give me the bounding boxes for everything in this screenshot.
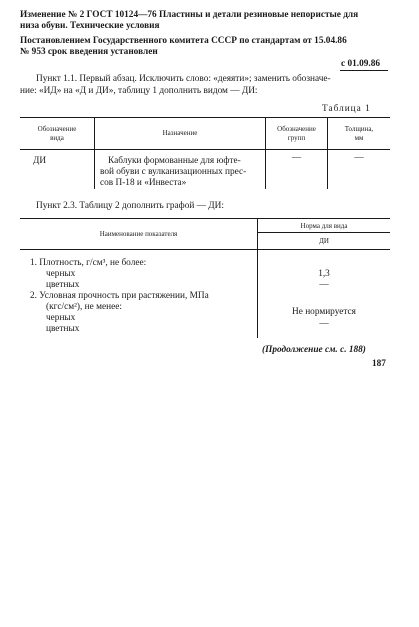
table-1-col-divider-1 xyxy=(94,117,95,189)
date-underline xyxy=(340,70,388,71)
t1-purpose-line-1: Каблуки формованные для юфте- xyxy=(108,156,241,166)
t1-header-thickness: Толщина, xyxy=(344,125,374,133)
table-1-top-rule xyxy=(20,117,390,118)
t2-row-1-title: 1. Плотность, г/см³, не более: xyxy=(30,258,147,268)
clause-1-1-line-2: ние: «ИД» на «Д и ДИ», таблицу 1 дополнить видом — ДИ: xyxy=(20,86,258,96)
continuation-note: (Продолжение см. с. 188) xyxy=(262,345,366,355)
decree-line-2: № 953 срок введения установлен xyxy=(20,47,158,57)
t1-header-groups-2: групп xyxy=(287,134,306,142)
table-2-top-rule xyxy=(20,218,390,219)
t2-row-2-color: цветных xyxy=(46,324,80,334)
t2-row-2-dash: — xyxy=(319,319,329,329)
t2-row-2-title: 2. Условная прочность при растяжении, МПа xyxy=(30,291,209,301)
t1-purpose-line-3: сов П-18 и «Инвеста» xyxy=(100,178,187,188)
amendment-title: Изменение № 2 ГОСТ 10124—76 Пластины и детали резиновые непористые для xyxy=(20,10,359,20)
effective-date: с 01.09.86 xyxy=(341,59,380,69)
t2-row-2-value: Не нормируется xyxy=(292,307,356,317)
t1-header-purpose: Назначение xyxy=(162,129,198,137)
t2-header-kind: ДИ xyxy=(319,237,329,245)
table-2-header-rule xyxy=(20,249,390,250)
clause-2-3: Пункт 2.3. Таблицу 2 дополнить графой — ДИ: xyxy=(36,201,224,211)
t2-row-1-black: черных xyxy=(46,269,76,279)
table-2-subheader-rule xyxy=(258,232,390,233)
t2-row-2-black: черных xyxy=(46,313,76,323)
page-number: 187 xyxy=(372,359,386,369)
clause-1-1-line-1: Пункт 1.1. Первый абзац. Исключить слово: «деяяти»; заменить обозначе- xyxy=(36,74,331,84)
table-1-header-rule xyxy=(20,149,390,150)
t2-header-norm: Норма для вида xyxy=(300,222,348,230)
t1-designation-cell: ДИ xyxy=(33,156,47,166)
t2-row-2-title-2: (кгс/см²), не менее: xyxy=(46,302,122,312)
decree-line: Постановлением Государственного комитета СССР по стандартам от 15.04.86 xyxy=(20,36,347,46)
t2-row-1-dash: — xyxy=(319,280,329,290)
t1-purpose-line-2: вой обуви с вулканизационных прес- xyxy=(100,167,247,177)
t1-thickness-cell: — xyxy=(354,153,364,163)
t1-header-thickness-2: мм xyxy=(354,134,364,142)
t1-groups-cell: — xyxy=(291,153,302,163)
t2-header-indicator: Наименование показателя xyxy=(99,230,178,238)
table-1-caption: Таблица 1 xyxy=(322,104,371,114)
t1-header-designation-2: вида xyxy=(50,134,64,142)
t2-row-1-color: цветных xyxy=(46,280,80,290)
t1-header-designation: Обозначение xyxy=(37,125,77,133)
t2-row-1-value: 1,3 xyxy=(318,269,330,279)
t1-header-groups: Обозначение xyxy=(277,125,316,133)
amendment-subtitle: низа обуви. Технические условия xyxy=(20,21,160,31)
